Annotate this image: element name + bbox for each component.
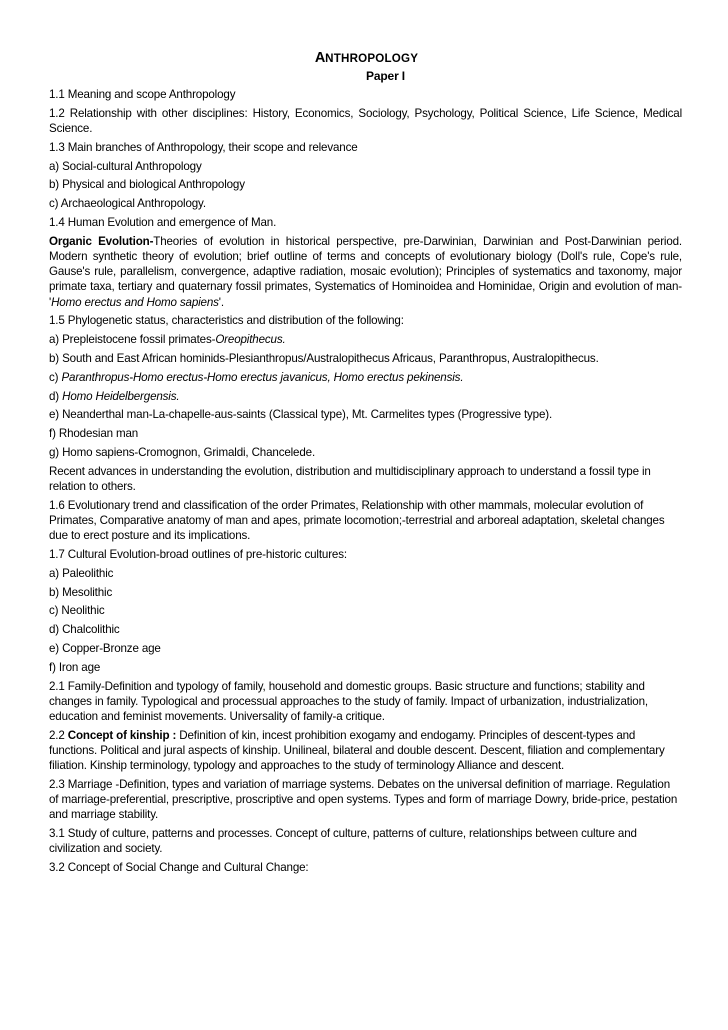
line-2-1: 2.1 Family-Definition and typology of family, household and domestic groups. Basic structure and functions; stability and changes in family. Typological and processual approaches to the study of family. Impact of urbanization, industrialization, education and feminist movements. Universality of family-a critique. <box>49 679 648 723</box>
line-1-3-a: a) Social-cultural Anthropology <box>49 159 202 173</box>
page-title <box>49 48 682 68</box>
title-initial: A <box>314 50 326 66</box>
line-2-2 <box>49 728 682 774</box>
title-rest: NTHROPOLOGY <box>325 52 419 65</box>
organic-evolution-heading: Organic Evolution- <box>49 234 154 248</box>
line-1-5-g: g) Homo sapiens-Cromognon, Grimaldi, Chancelede. <box>49 445 316 459</box>
line-1-6: 1.6 Evolutionary trend and classification of the order Primates, Relationship with other mammals, molecular evolution of Primates, Comparative anatomy of man and apes, primate locomotion;-terrestrial and arboreal adaptation, skeletal changes due to erect posture and its implications. <box>49 498 665 543</box>
kinship-heading: Concept of kinship : <box>67 728 177 742</box>
line-3-1: 3.1 Study of culture, patterns and processes. Concept of culture, patterns of culture, relationships between culture and civilization and society. <box>49 827 637 856</box>
organic-evolution-italic: Homo erectus and Homo sapiens <box>51 295 219 309</box>
line-1-5-d-prefix: d) <box>49 389 63 403</box>
line-1-5-a-italic: Oreopithecus. <box>215 333 286 347</box>
line-1-7-b: b) Mesolithic <box>49 585 113 599</box>
line-1-7: 1.7 Cultural Evolution-broad outlines of pre-historic cultures: <box>49 547 347 561</box>
line-1-7-c: c) Neolithic <box>49 604 105 618</box>
line-1-5-c-italic: Paranthropus-Homo erectus-Homo erectus javanicus, Homo erectus pekinensis. <box>61 370 464 384</box>
organic-evolution-paragraph <box>49 234 682 310</box>
organic-evolution-text: Theories of evolution in historical perspective, pre-Darwinian, Darwinian and Post-Darwinian period. Modern synthetic theory of evolution; brief outline of terms and concepts of evolutionary biology (Doll's rule, Cope's rule, Gause's rule, parallelism, convergence, adaptive radiation, mosaic evolution); Principles of systematics and taxonomy, major primate taxa, tertiary and quaternary fossil primates, Systematics of Hominoidea and Hominidae, Origin and evolution of man-' <box>49 234 682 309</box>
line-1-5-b: b) South and East African hominids-Plesianthropus/Australopithecus Africaus, Paranthropus, Australopithecus. <box>49 351 599 365</box>
line-1-2: 1.2 Relationship with other disciplines: History, Economics, Sociology, Psychology, Political Science, Life Science, Medical Science. <box>49 106 682 135</box>
line-2-3: 2.3 Marriage -Definition, types and variation of marriage systems. Debates on the universal definition of marriage. Regulation of marriage-preferential, prescriptive, proscriptive and open systems. Types and form of marriage Dowry, bride-price, pestation and marriage stability. <box>49 777 678 822</box>
line-1-7-a: a) Paleolithic <box>49 566 114 580</box>
line-1-3: 1.3 Main branches of Anthropology, their scope and relevance <box>49 140 358 154</box>
line-1-5-d-italic: Homo Heidelbergensis. <box>62 389 180 403</box>
line-1-7-d: d) Chalcolithic <box>49 623 120 637</box>
line-1-7-f: f) Iron age <box>49 660 101 674</box>
line-1-5-a <box>49 332 682 347</box>
line-1-1: 1.1 Meaning and scope Anthropology <box>49 88 236 101</box>
line-1-7-e: e) Copper-Bronze age <box>49 641 161 655</box>
kinship-text: Definition of kin, incest prohibition exogamy and endogamy. Principles of descent-types and functions. Political and jural aspects of kinship. Unilineal, bilateral and double descent. Descent, filiation and complementary filiation. Kinship terminology, typology and approaches to the study of terminology Alliance and descent. <box>49 728 665 773</box>
line-1-5-e: e) Neanderthal man-La-chapelle-aus-saints (Classical type), Mt. Carmelites types (Progressive type). <box>49 408 553 422</box>
line-1-3-c: c) Archaeological Anthropology. <box>49 197 206 211</box>
kinship-number: 2.2 <box>49 728 68 742</box>
page-subtitle: Paper I <box>366 69 405 83</box>
line-1-5-d <box>49 389 682 404</box>
line-1-3-b: b) Physical and biological Anthropology <box>49 178 245 192</box>
line-1-5: 1.5 Phylogenetic status, characteristics and distribution of the following: <box>49 314 404 328</box>
recent-advances-paragraph: Recent advances in understanding the evolution, distribution and multidisciplinary approach to understand a fossil type in relation to others. <box>49 464 651 493</box>
line-3-2: 3.2 Concept of Social Change and Cultural Change: <box>49 861 309 875</box>
line-1-4: 1.4 Human Evolution and emergence of Man. <box>49 215 277 229</box>
organic-evolution-end: '. <box>218 295 224 309</box>
line-1-5-c-prefix: c) <box>49 370 62 384</box>
line-1-5-f: f) Rhodesian man <box>49 427 139 441</box>
line-1-5-c <box>49 370 682 385</box>
line-1-5-a-text: a) Prepleistocene fossil primates- <box>49 333 216 347</box>
